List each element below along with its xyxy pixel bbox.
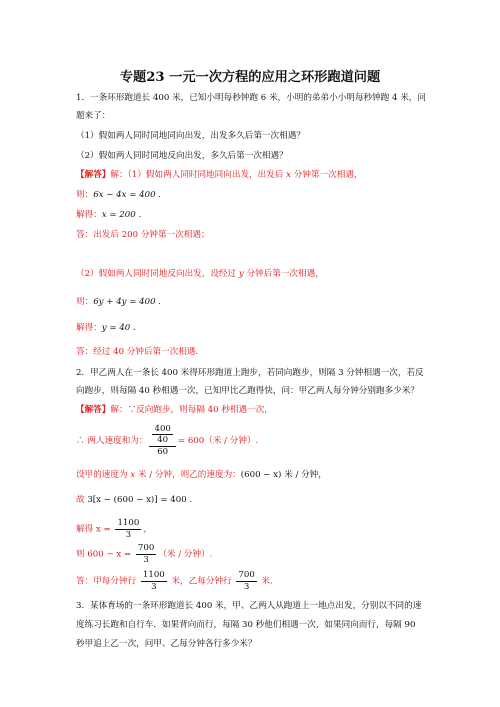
q2-sol-fraction [115, 518, 141, 541]
q2-set-b: 米 / 分钟，则乙的速度为： [135, 470, 241, 480]
q1-sol2-label: 解得： [76, 323, 102, 333]
q1-ans2-text-a: （2）假如两人同时同地反向出发，设经过 [76, 269, 239, 279]
q1-sol1: x = 200 . [101, 210, 142, 220]
q2-line1: 2．甲乙两人在一条长 400 米得环形跑道上跑步，若同向跑步，则隔 3 分钟相遇一次，若反 [76, 368, 424, 378]
q2-answer-line [76, 404, 273, 416]
q1-eq2: 6y + 4y = 400 . [93, 297, 162, 307]
q2-final-a: 答：甲每分钟行 [76, 576, 139, 587]
q2-set-c: (600 − x) 米 / 分钟， [240, 470, 327, 480]
q2-final-fraction-1 [141, 570, 167, 593]
q2-sol-end: ， [143, 524, 152, 535]
q2-nf-bot: 60 [157, 447, 169, 457]
q1-ans2-text-b: 分钟后第一次相遇， [243, 269, 324, 279]
q2-set-line [76, 469, 327, 481]
q1-sol1-label: 解得： [76, 210, 102, 220]
q1-ans1-text-a: 解：（1）假如两人同时同地同向出发，出发后 [110, 170, 287, 180]
q2-eq-label: 故 [76, 495, 88, 505]
q3-line2: 度练习长跑和自行车．如果背向而行，每隔 30 秒他们相遇一次，如果同向而行，每隔 90 [76, 620, 416, 630]
q2-final-fraction-2 [236, 570, 256, 593]
q2-final-den1: 3 [151, 582, 157, 592]
q3-line1: 3．某体育场的一条环形跑道长 400 米，甲、乙两人从跑道上一地点出发，分别以不同的速 [76, 601, 422, 611]
q1-ans2-line [76, 268, 324, 280]
q1-ans2-final: 答：经过 40 分钟后第一次相遇. [76, 347, 199, 357]
q2-ans-text: 解：∵反向跑步，则每隔 40 秒相遇一次， [110, 405, 273, 415]
q2-then-den: 3 [143, 555, 149, 565]
q1-eq1-line [76, 189, 161, 201]
answer-tag: 【解答】 [76, 405, 111, 415]
answer-tag: 【解答】 [76, 170, 111, 180]
q2-then-num: 700 [137, 543, 155, 553]
q1-ans1-final: 答：出发后 200 分钟第一次相遇； [76, 230, 210, 240]
q2-final-den2: 3 [243, 582, 250, 592]
q1-sub2: （2）假如两人同时同地反向出发，多久后第一次相遇？ [76, 151, 288, 161]
q2-sol-num: 1100 [117, 518, 140, 528]
q1-sub1: （1）假如两人同时同地同向出发，出发多久后第一次相遇？ [76, 131, 305, 141]
q2-final-num1: 1100 [142, 570, 165, 580]
q2-nf-mid: 40 [157, 435, 169, 445]
q2-set-var: x [130, 470, 136, 480]
q2-final-b: 米，乙每分钟行 [168, 576, 235, 587]
q1-ans1-text-b: 分钟第一次相遇， [291, 170, 363, 180]
q2-line2: 向跑步，则每隔 40 秒相遇一次，已知甲比乙跑得快，问：甲乙两人每分钟分别跑多少米？ [76, 386, 419, 396]
q2-sol-label: 解得 x = [76, 524, 114, 535]
q2-nested-fraction [149, 424, 175, 458]
q1-sol2: y = 40 . [101, 323, 136, 333]
q1-sol1-line [76, 209, 141, 221]
q2-sol-line [76, 518, 152, 541]
q1-answer-line [76, 169, 363, 181]
q3-line3: 秒甲追上乙一次，问甲、乙每分钟各行多少米？ [76, 639, 257, 649]
q1-eq1: 6x − 4x = 400 . [93, 190, 162, 200]
q2-speed-label: ∴ 两人速度和为： [76, 436, 148, 446]
q1-eq2-label: 则： [76, 297, 94, 307]
q1-eq1-label: 则： [76, 190, 94, 200]
q2-set-a: 设甲的速度为 [76, 470, 131, 480]
q1-line1: 1．一条环形跑道长 400 米，已知小明每秒钟跑 6 米，小明的弟弟小小明每秒钟跑 4 米，问 [76, 93, 426, 103]
q1-line2: 题来了： [76, 111, 111, 121]
q2-final-line [76, 570, 273, 593]
q1-ans2-var: y [238, 269, 244, 279]
q2-eq-line [76, 494, 192, 506]
q1-sol2-line [76, 322, 136, 334]
q2-then-fraction [136, 543, 156, 566]
q2-then-line [76, 543, 212, 566]
q2-speed-line [76, 424, 258, 458]
q2-then-end: （米 / 分钟）. [158, 549, 213, 560]
q2-eq: 3[x − (600 − x)] = 400 . [87, 495, 193, 505]
q2-sol-den: 3 [125, 530, 132, 540]
page-title: 专题23 一元一次方程的应用之环形跑道问题 [119, 70, 381, 85]
q1-ans1-var: x [286, 170, 292, 180]
q2-final-num2: 700 [238, 570, 255, 580]
q2-final-c: 米. [258, 576, 273, 587]
q2-nf-top: 400 [154, 424, 171, 434]
q2-speed-eq: = 600（米 / 分钟）. [177, 436, 259, 446]
q2-then-label: 则 600 − x = [76, 549, 134, 560]
q1-eq2-line [76, 296, 161, 308]
